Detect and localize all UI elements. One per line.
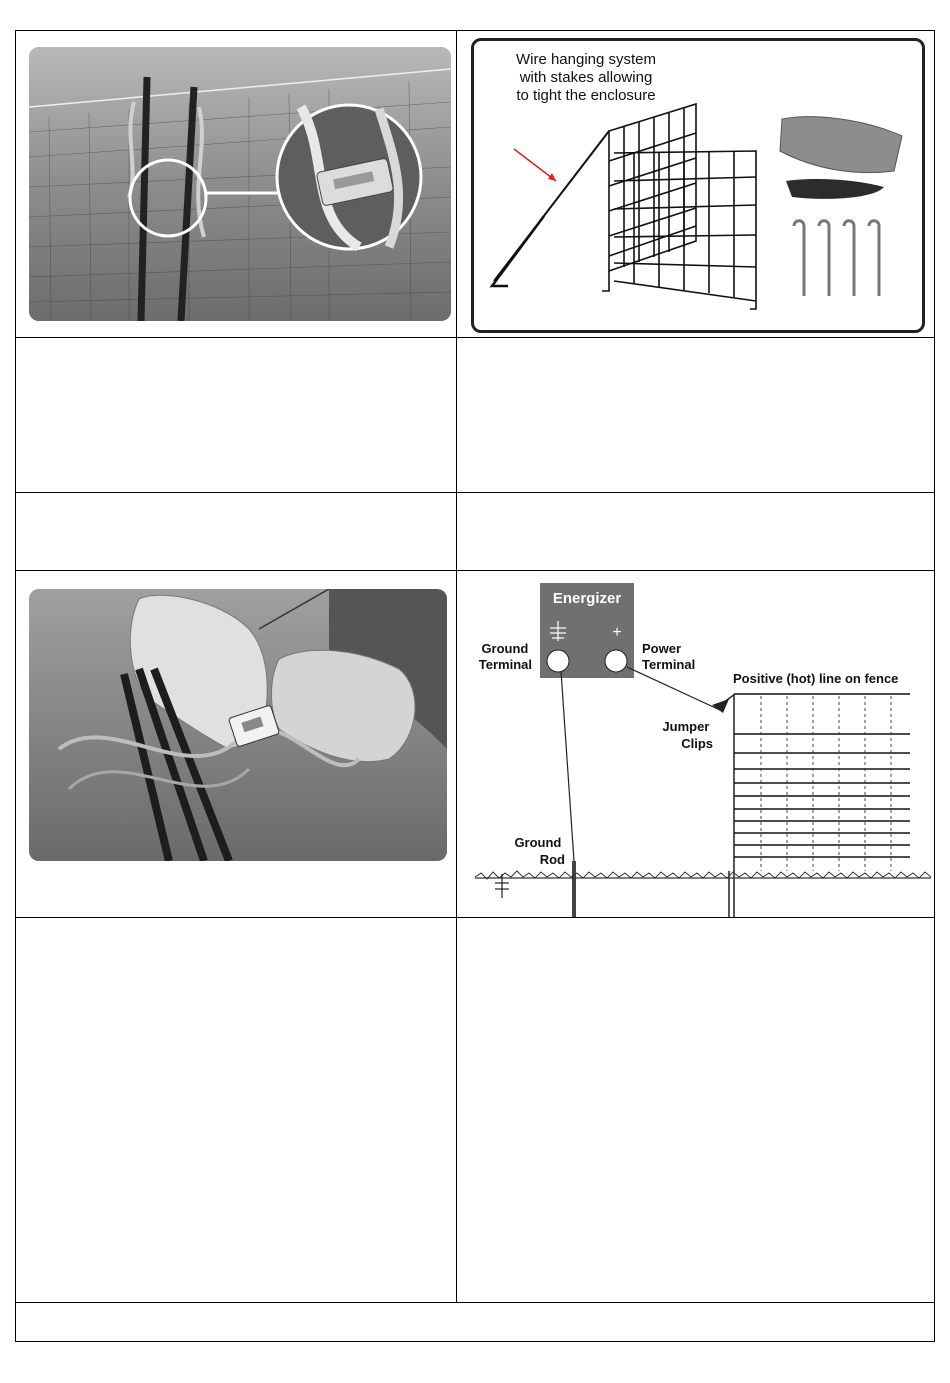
row-divider [16, 1302, 934, 1303]
label-line: Rod [539, 852, 565, 867]
label-line: Power [642, 641, 682, 656]
ground-stake [492, 216, 544, 286]
tent-pegs [794, 221, 879, 296]
energizer-diagram-drawing [457, 571, 935, 917]
label-line: Clips [681, 736, 713, 751]
caption-line: Wire hanging system [515, 51, 657, 68]
ground-rod [572, 861, 576, 917]
power-wire [627, 667, 722, 711]
jumper-clips-label [662, 719, 713, 751]
fence-lines [729, 694, 910, 917]
ground-wire [561, 671, 574, 861]
carry-bag [780, 117, 902, 173]
caption-line: with stakes allowing [519, 69, 653, 86]
label-line: Terminal [478, 657, 532, 672]
fence-photo [29, 47, 451, 321]
label-line: Ground [514, 835, 562, 850]
document-table [15, 30, 935, 1342]
ground-rod-label [514, 835, 565, 867]
ground-terminal [547, 650, 569, 672]
row-divider [16, 492, 934, 493]
red-arrow [514, 149, 556, 181]
label-line: Jumper [662, 719, 710, 734]
ground-terminal-label [479, 641, 532, 672]
mesh-panels [602, 104, 756, 309]
jumper-clip-photo [29, 589, 447, 861]
power-terminal-label [642, 641, 695, 672]
energizer-label: Energizer [552, 590, 622, 607]
red-arrow-head [548, 173, 556, 181]
label-line: Ground [481, 641, 529, 656]
wire-hanging-figure [471, 38, 925, 333]
caption-line: to tight the enclosure [516, 87, 656, 104]
row-divider [16, 337, 934, 338]
label-line: Terminal [642, 657, 696, 672]
rope-coil [786, 179, 884, 199]
wire-hanging-drawing [474, 41, 922, 330]
power-terminal [605, 650, 627, 672]
positive-line-label: Positive (hot) line on fence [733, 671, 899, 686]
energizer-diagram [457, 571, 935, 917]
jumper-clip-photo-illustration [29, 589, 447, 861]
row-divider [16, 917, 934, 918]
fence-photo-illustration [29, 47, 451, 321]
plus-symbol: + [612, 624, 622, 641]
